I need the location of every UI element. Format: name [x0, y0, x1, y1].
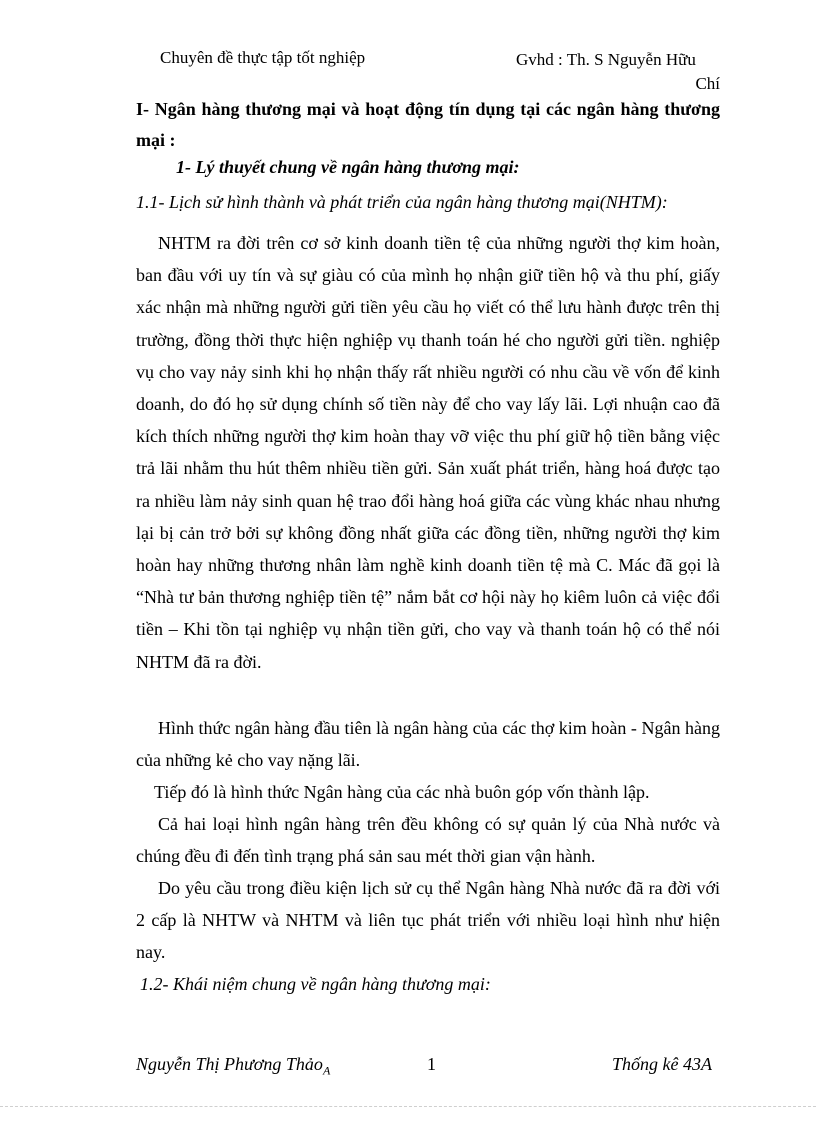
paragraph-no-state-management: Cả hai loại hình ngân hàng trên đều không có sự quản lý của Nhà nước và chúng đều đi đến tình trạng phá sản sau mét thời gian vận hành. [136, 814, 720, 867]
heading-1-2: 1.2- Khái niệm chung về ngân hàng thương mại: [140, 974, 491, 994]
paragraph-history: NHTM ra đời trên cơ sở kinh doanh tiền tệ của những người thợ kim hoàn, ban đầu với uy tín và sự giàu có của mình họ nhận giữ tiền hộ và thu phí, giấy xác nhận mà những người gửi tiền yêu cầu họ viết có thể lưu hành được trên thị trường, đồng thời thực hiện nghiệp vụ thanh toán hé cho người gửi tiền. nghiệp vụ cho vay nảy sinh khi họ nhận thấy rất nhiều người có nhu cầu về vốn để kinh doanh, do đó họ sử dụng chính số tiền này để cho vay lấy lãi. Lợi nhuận cao đã kích thích những người thợ kim hoàn thay vỡ việc thu phí giữ hộ tiền bằng việc trả lãi nhằm thu hút thêm nhiều tiền gửi. Sản xuất phát triển, hàng hoá được tạo ra nhiều làm nảy sinh quan hệ trao đổi hàng hoá giữa các vùng khác nhau nhưng lại bị cản trở bởi sự không đồng nhất giữa các đồng tiền, những người thợ kim hoàn hay những thương nhân làm nghề kinh doanh tiền tệ mà C. Mác đã gọi là “Nhà tư bản thương nghiệp tiền tệ” nắm bắt cơ hội này họ kiêm luôn cả việc đổi tiền – Khi tồn tại nghiệp vụ nhận tiền gửi, cho vay và thanh toán hộ có thể nói NHTM đã ra đời. [136, 233, 720, 672]
footer-author-name: Nguyễn Thị Phương Thảo [136, 1054, 323, 1074]
footer-class: Thống kê 43A [612, 1054, 712, 1074]
heading-1-1: 1.1- Lịch sử hình thành và phát triển của ngân hàng thương mại(NHTM): [136, 192, 668, 212]
footer-author [136, 1054, 330, 1079]
paragraph-merchant-banks: Tiếp đó là hình thức Ngân hàng của các nhà buôn góp vốn thành lập. [154, 782, 650, 802]
header-advisor-line1: Gvhd : Th. S Nguyễn Hữu [516, 50, 696, 69]
header-advisor [516, 48, 720, 96]
footer-author-sub: A [322, 1063, 331, 1078]
section-title: I- Ngân hàng thương mại và hoạt động tín dụng tại các ngân hàng thương mại : [136, 99, 720, 150]
page-break-divider [0, 1106, 816, 1107]
footer-page-number: 1 [427, 1054, 436, 1074]
paragraph-first-form: Hình thức ngân hàng đầu tiên là ngân hàng của các thợ kim hoàn - Ngân hàng của những kẻ cho vay nặng lãi. [136, 718, 720, 771]
header-advisor-line2: Chí [695, 74, 720, 93]
paragraph-state-bank: Do yêu cầu trong điều kiện lịch sử cụ thể Ngân hàng Nhà nước đã ra đời với 2 cấp là NHTW và NHTM và liên tục phát triển với nhiều loại hình như hiện nay. [136, 878, 720, 963]
header-title: Chuyên đề thực tập tốt nghiệp [160, 48, 366, 67]
subsection-title: 1- Lý thuyết chung về ngân hàng thương mại: [176, 157, 520, 177]
